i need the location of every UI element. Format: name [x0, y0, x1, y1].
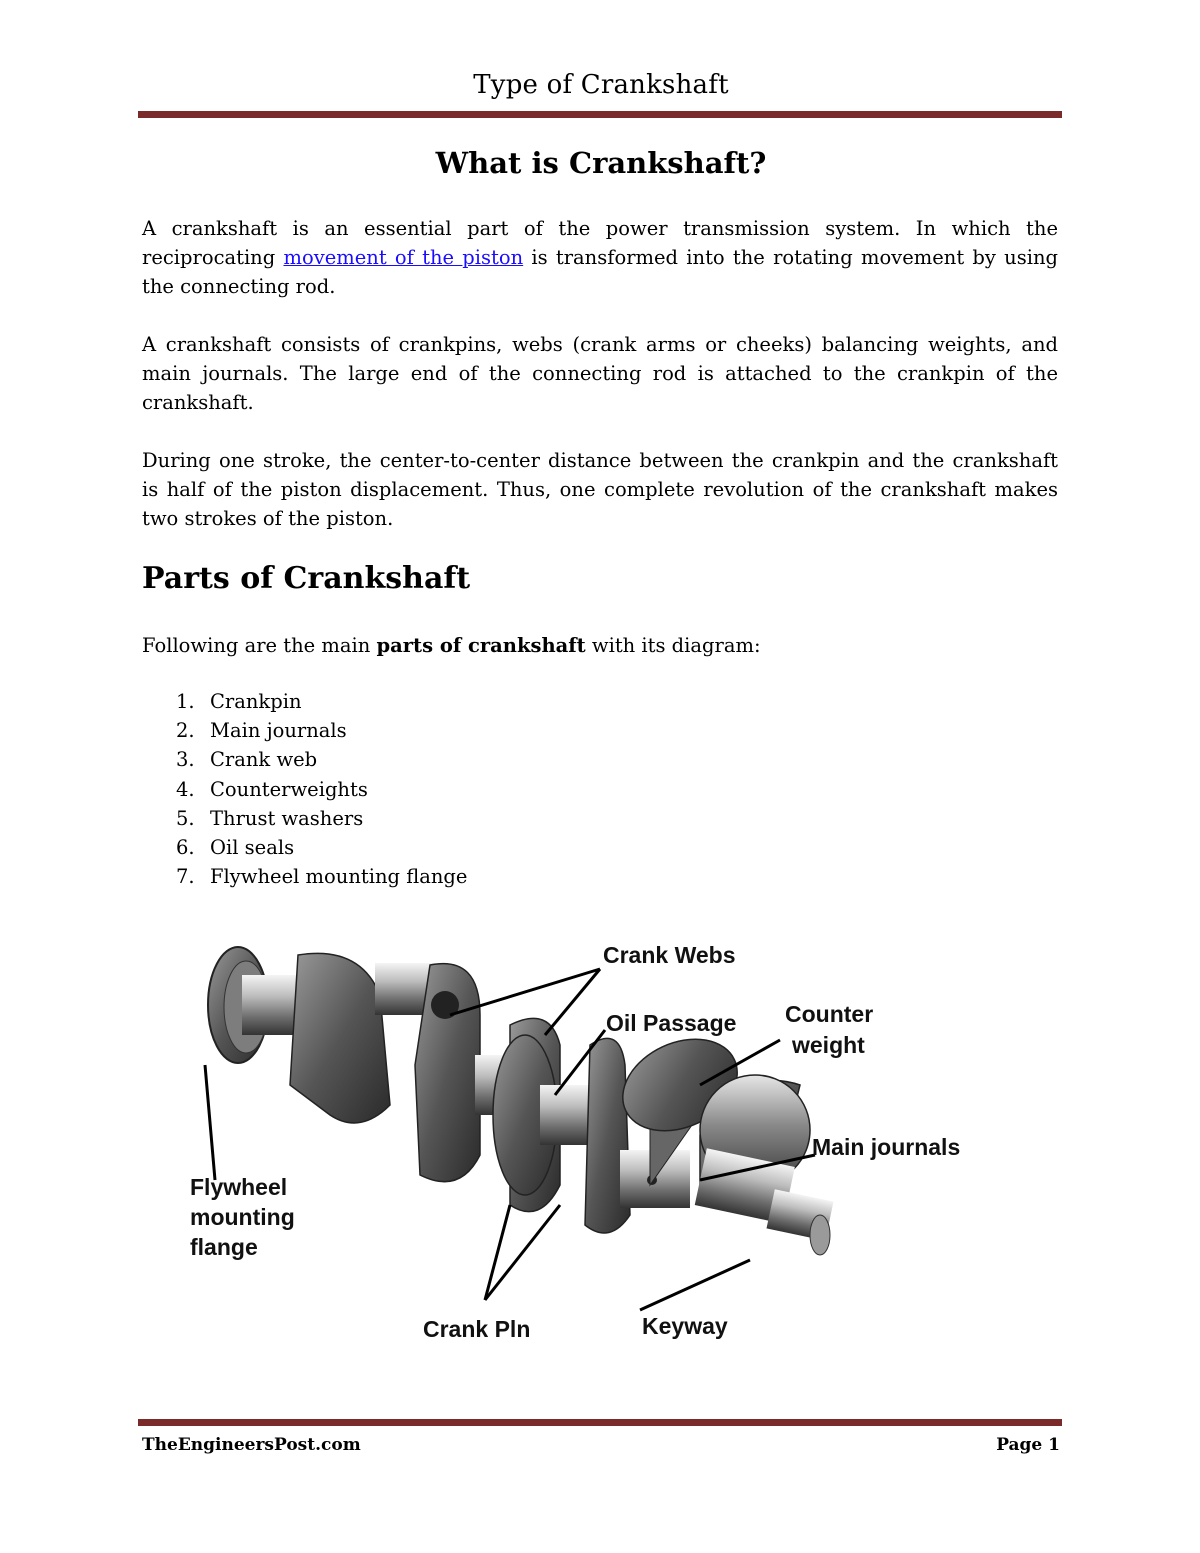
- list-item: [142, 716, 467, 745]
- list-number: 4.: [176, 777, 195, 801]
- paragraph-text: A crankshaft is an essential part of the power transmission system. In which the reciprocating: [142, 217, 1058, 269]
- paragraph-definition: [142, 214, 1058, 301]
- paragraph-composition: A crankshaft consists of crankpins, webs (crank arms or cheeks) balancing weights, and main journals. The large end of the connecting rod is attached to the crankpin of the crankshaft.: [142, 333, 1058, 414]
- list-number: 3.: [176, 748, 195, 772]
- list-label: Crankpin: [210, 690, 302, 713]
- header-rule: [138, 111, 1062, 118]
- footer-page-number: Page 1: [996, 1435, 1060, 1455]
- page-title: What is Crankshaft?: [435, 146, 767, 180]
- label-crank-webs: Crank Webs: [603, 942, 736, 968]
- label-main-journals: Main journals: [812, 1134, 961, 1160]
- footer-site-name: TheEngineersPost.com: [142, 1435, 361, 1455]
- list-item: [142, 687, 467, 716]
- label-counterweight-line1: Counter: [785, 1001, 874, 1027]
- list-label: Crank web: [210, 748, 318, 772]
- list-item: [142, 833, 467, 862]
- list-label: Counterweights: [210, 777, 368, 801]
- list-item: [142, 862, 467, 891]
- list-number: 2.: [176, 719, 195, 743]
- list-number: 7.: [176, 865, 195, 889]
- page-header-title: Type of Crankshaft: [473, 70, 729, 100]
- list-number: 6.: [176, 836, 195, 860]
- label-oil-passage: Oil Passage: [606, 1010, 737, 1036]
- list-item: [142, 775, 467, 804]
- label-keyway: Keyway: [642, 1313, 728, 1339]
- list-number: 5.: [176, 806, 195, 830]
- list-label: Oil seals: [210, 836, 295, 860]
- paragraph-stroke: During one stroke, the center-to-center distance between the crankpin and the crankshaft is half of the piston displacement. Thus, one complete revolution of the crankshaft makes two strokes of the piston.: [142, 449, 1058, 530]
- paragraph-text: is transformed into the rotating movement by using the connecting rod.: [142, 246, 1058, 298]
- list-number: 1.: [176, 690, 195, 713]
- intro-text: with its diagram:: [585, 634, 761, 657]
- list-label: Flywheel mounting flange: [210, 865, 468, 889]
- list-label: Thrust washers: [210, 806, 364, 830]
- parts-intro: [142, 631, 761, 660]
- parts-list: [142, 687, 467, 891]
- label-flywheel-line1: Flywheel: [190, 1174, 288, 1200]
- intro-text: Following are the main: [142, 634, 377, 657]
- intro-bold-text: parts of crankshaft: [376, 634, 586, 657]
- list-item: [142, 745, 467, 774]
- crankshaft-diagram: [180, 935, 1000, 1355]
- section-heading-parts: Parts of Crankshaft: [142, 561, 471, 596]
- label-crank-pin: Crank Pln: [423, 1316, 531, 1342]
- label-flywheel-line3: flange: [190, 1234, 258, 1260]
- list-item: [142, 804, 467, 833]
- list-label: Main journals: [210, 719, 347, 743]
- piston-movement-link[interactable]: movement of the piston: [283, 246, 524, 269]
- label-counterweight-line2: weight: [792, 1032, 865, 1058]
- label-flywheel-line2: mounting: [190, 1204, 295, 1230]
- footer-rule: [138, 1419, 1062, 1426]
